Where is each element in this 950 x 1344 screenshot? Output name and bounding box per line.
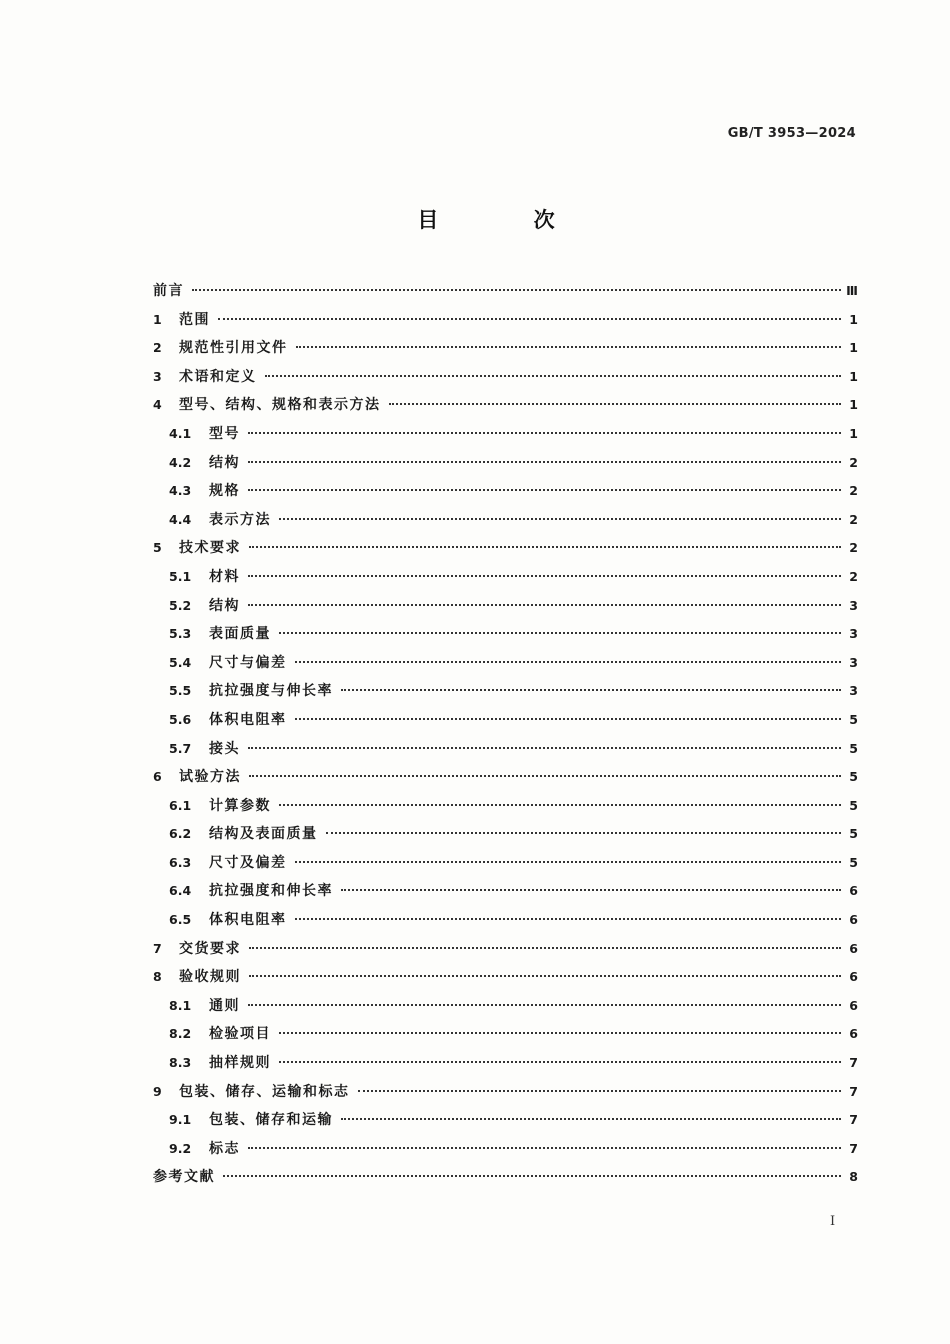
toc-entry-page: Ⅲ bbox=[846, 283, 858, 298]
toc-entry-number: 2 bbox=[153, 340, 162, 356]
toc-entry-number: 4.3 bbox=[169, 483, 192, 499]
toc-leader-dots bbox=[279, 632, 841, 634]
toc-leader-dots bbox=[249, 975, 841, 977]
toc-entry-page: 6 bbox=[849, 969, 858, 985]
toc-entry-title: 验收规则 bbox=[179, 969, 241, 986]
toc-leader-dots bbox=[248, 575, 841, 577]
toc-leader-dots bbox=[296, 346, 842, 348]
toc-entry-title: 结构 bbox=[209, 454, 240, 471]
toc-entry-number: 5.5 bbox=[169, 683, 192, 699]
toc-entry[interactable] bbox=[153, 1020, 858, 1049]
toc-entry-page: 3 bbox=[849, 626, 858, 642]
toc-entry-title: 型号、结构、规格和表示方法 bbox=[179, 397, 381, 414]
toc-entry-title: 型号 bbox=[209, 425, 240, 442]
toc-entry-title: 通则 bbox=[209, 997, 240, 1014]
toc-entry-number: 6 bbox=[153, 769, 162, 785]
toc-entry-number: 5 bbox=[153, 540, 162, 556]
toc-entry[interactable] bbox=[153, 792, 858, 821]
toc-entry-title: 交货要求 bbox=[179, 940, 241, 957]
toc-entry[interactable] bbox=[153, 877, 858, 906]
toc-leader-dots bbox=[341, 689, 841, 691]
toc-entry-page: 6 bbox=[849, 883, 858, 899]
toc-leader-dots bbox=[248, 1004, 841, 1006]
toc-entry-page: 3 bbox=[849, 683, 858, 699]
toc-leader-dots bbox=[218, 318, 841, 320]
toc-entry[interactable] bbox=[153, 449, 858, 478]
toc-entry-page: 2 bbox=[849, 568, 858, 584]
toc-entry-title: 检验项目 bbox=[209, 1026, 271, 1043]
toc-title: 目 次 bbox=[417, 208, 599, 232]
toc-entry-number: 5.7 bbox=[169, 740, 192, 756]
toc-entry-page: 5 bbox=[849, 854, 858, 870]
toc-leader-dots bbox=[295, 718, 842, 720]
toc-entry-page: 2 bbox=[849, 511, 858, 527]
toc-entry[interactable] bbox=[153, 1106, 858, 1135]
toc-leader-dots bbox=[249, 947, 841, 949]
toc-entry-number: 9 bbox=[153, 1083, 162, 1099]
toc-entry-page: 2 bbox=[849, 483, 858, 499]
toc-entry-page: 5 bbox=[849, 740, 858, 756]
toc-entry-title: 材料 bbox=[209, 568, 240, 585]
toc-entry-number: 4 bbox=[153, 397, 162, 413]
toc-entry-title: 范围 bbox=[179, 311, 210, 328]
toc-entry[interactable] bbox=[153, 306, 858, 335]
toc-entry[interactable] bbox=[153, 992, 858, 1021]
toc-leader-dots bbox=[341, 889, 841, 891]
toc-entry-page: 6 bbox=[849, 912, 858, 928]
toc-entry[interactable] bbox=[153, 1049, 858, 1078]
toc-entry-number: 5.3 bbox=[169, 626, 192, 642]
toc-entry-title: 表示方法 bbox=[209, 511, 271, 528]
toc-entry-page: 7 bbox=[849, 1055, 858, 1071]
toc-entry-page: 5 bbox=[849, 711, 858, 727]
toc-entry-page: 7 bbox=[849, 1083, 858, 1099]
toc-entry-page: 5 bbox=[849, 826, 858, 842]
toc-entry[interactable] bbox=[153, 677, 858, 706]
toc-leader-dots bbox=[295, 918, 842, 920]
toc-entry-number: 9.2 bbox=[169, 1140, 192, 1156]
toc-entry-title: 抗拉强度与伸长率 bbox=[209, 683, 333, 700]
toc-entry-page: 3 bbox=[849, 597, 858, 613]
toc-entry[interactable] bbox=[153, 506, 858, 535]
toc-leader-dots bbox=[248, 432, 841, 434]
toc-entry-number: 4.4 bbox=[169, 511, 192, 527]
toc-entry-title: 抗拉强度和伸长率 bbox=[209, 883, 333, 900]
toc-entry[interactable] bbox=[153, 277, 858, 306]
toc-entry-number: 6.2 bbox=[169, 826, 192, 842]
toc-leader-dots bbox=[192, 289, 841, 291]
toc-entry-number: 5.4 bbox=[169, 654, 192, 670]
toc-leader-dots bbox=[279, 804, 841, 806]
toc-leader-dots bbox=[248, 461, 841, 463]
toc-entry[interactable] bbox=[153, 391, 858, 420]
toc-leader-dots bbox=[295, 661, 842, 663]
toc-leader-dots bbox=[265, 375, 842, 377]
toc-entry-number: 8.2 bbox=[169, 1026, 192, 1042]
toc-entry-number: 9.1 bbox=[169, 1112, 192, 1128]
toc-leader-dots bbox=[248, 1147, 841, 1149]
toc-entry-page: 1 bbox=[849, 425, 858, 441]
toc-entry[interactable] bbox=[153, 563, 858, 592]
toc-entry[interactable] bbox=[153, 763, 858, 792]
toc-entry[interactable] bbox=[153, 620, 858, 649]
toc-leader-dots bbox=[389, 403, 842, 405]
toc-entry-title: 规格 bbox=[209, 483, 240, 500]
toc-entry-title: 标志 bbox=[209, 1140, 240, 1157]
toc-entry-number: 8.1 bbox=[169, 997, 192, 1013]
toc-entry[interactable] bbox=[153, 363, 858, 392]
toc-entry-number: 5.6 bbox=[169, 711, 192, 727]
toc-entry[interactable] bbox=[153, 706, 858, 735]
toc-leader-dots bbox=[223, 1175, 841, 1177]
toc-leader-dots bbox=[295, 861, 842, 863]
toc-entry-number: 1 bbox=[153, 311, 162, 327]
toc-entry-page: 5 bbox=[849, 769, 858, 785]
toc-entry-number: 6.1 bbox=[169, 797, 192, 813]
standard-code: GB/T 3953—2024 bbox=[727, 126, 856, 141]
toc-entry[interactable] bbox=[153, 649, 858, 678]
toc-leader-dots bbox=[248, 604, 841, 606]
toc-entry-title: 前言 bbox=[153, 283, 184, 299]
toc-entry-page: 6 bbox=[849, 997, 858, 1013]
toc-leader-dots bbox=[249, 775, 841, 777]
toc-entry[interactable] bbox=[153, 420, 858, 449]
toc-entry-page: 8 bbox=[849, 1169, 858, 1185]
toc-entry-number: 4.1 bbox=[169, 425, 192, 441]
toc-entry-title: 结构及表面质量 bbox=[209, 826, 318, 843]
toc-entry-page: 1 bbox=[849, 368, 858, 384]
toc-entry-page: 2 bbox=[849, 540, 858, 556]
toc-entry-page: 6 bbox=[849, 1026, 858, 1042]
toc-entry[interactable] bbox=[153, 935, 858, 964]
toc-entry-page: 7 bbox=[849, 1112, 858, 1128]
toc-entry-title: 参考文献 bbox=[153, 1169, 215, 1186]
toc-entry-title: 抽样规则 bbox=[209, 1055, 271, 1072]
toc-entry-title: 包装、储存和运输 bbox=[209, 1112, 333, 1129]
toc-entry[interactable] bbox=[153, 849, 858, 878]
toc-entry-title: 体积电阻率 bbox=[209, 711, 287, 728]
toc-entry[interactable] bbox=[153, 735, 858, 764]
toc-entry-title: 规范性引用文件 bbox=[179, 340, 288, 357]
toc-leader-dots bbox=[248, 489, 841, 491]
toc-entry-number: 8.3 bbox=[169, 1055, 192, 1071]
toc-entry-number: 7 bbox=[153, 940, 162, 956]
toc-entry[interactable] bbox=[153, 820, 858, 849]
toc-entry[interactable] bbox=[153, 1135, 858, 1164]
toc-entry-page: 6 bbox=[849, 940, 858, 956]
toc-entry-number: 6.3 bbox=[169, 854, 192, 870]
toc-entry[interactable] bbox=[153, 534, 858, 563]
toc-entry-number: 3 bbox=[153, 368, 162, 384]
toc-leader-dots bbox=[358, 1090, 842, 1092]
toc-entry-number: 5.1 bbox=[169, 568, 192, 584]
toc-entry[interactable] bbox=[153, 1163, 858, 1192]
toc-leader-dots bbox=[249, 546, 841, 548]
toc-leader-dots bbox=[248, 747, 841, 749]
toc-entry-title: 体积电阻率 bbox=[209, 912, 287, 929]
toc-entry[interactable] bbox=[153, 1078, 858, 1107]
toc-entry[interactable] bbox=[153, 906, 858, 935]
toc-leader-dots bbox=[279, 1061, 841, 1063]
toc-entry[interactable] bbox=[153, 477, 858, 506]
toc-leader-dots bbox=[341, 1118, 841, 1120]
toc-entry-title: 试验方法 bbox=[179, 769, 241, 786]
toc-leader-dots bbox=[326, 832, 842, 834]
page-number: I bbox=[830, 1214, 836, 1229]
toc-entry-title: 结构 bbox=[209, 597, 240, 614]
toc-entry-number: 6.5 bbox=[169, 912, 192, 928]
toc-entry[interactable] bbox=[153, 592, 858, 621]
toc-entry-page: 7 bbox=[849, 1140, 858, 1156]
toc-entry-page: 5 bbox=[849, 797, 858, 813]
toc-entry-page: 2 bbox=[849, 454, 858, 470]
toc-entry-title: 计算参数 bbox=[209, 797, 271, 814]
toc-entry-page: 1 bbox=[849, 311, 858, 327]
toc-entry-page: 1 bbox=[849, 340, 858, 356]
toc-entry-number: 5.2 bbox=[169, 597, 192, 613]
toc-entry-title: 表面质量 bbox=[209, 626, 271, 643]
toc-entry-title: 尺寸与偏差 bbox=[209, 654, 287, 671]
toc-entry-title: 术语和定义 bbox=[179, 368, 257, 385]
toc-leader-dots bbox=[279, 518, 841, 520]
toc-entry-title: 包装、储存、运输和标志 bbox=[179, 1083, 350, 1100]
toc-entry-number: 4.2 bbox=[169, 454, 192, 470]
toc-leader-dots bbox=[279, 1032, 841, 1034]
toc-entry-number: 6.4 bbox=[169, 883, 192, 899]
toc-entry-title: 尺寸及偏差 bbox=[209, 854, 287, 871]
toc-entry[interactable] bbox=[153, 334, 858, 363]
table-of-contents bbox=[153, 277, 858, 1192]
toc-entry-number: 8 bbox=[153, 969, 162, 985]
toc-entry-title: 接头 bbox=[209, 740, 240, 757]
toc-entry[interactable] bbox=[153, 963, 858, 992]
toc-entry-page: 1 bbox=[849, 397, 858, 413]
toc-entry-page: 3 bbox=[849, 654, 858, 670]
toc-entry-title: 技术要求 bbox=[179, 540, 241, 557]
